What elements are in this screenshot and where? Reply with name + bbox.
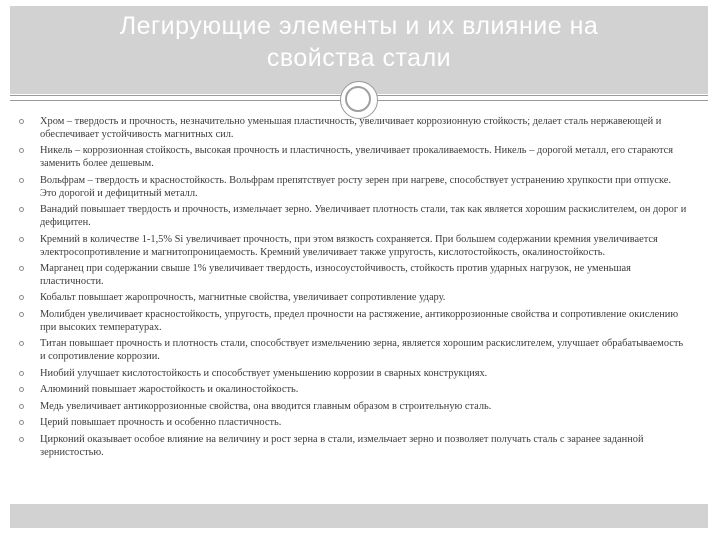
bullet-text: Кремний в количестве 1-1,5% Si увеличивает прочность, при этом вязкость сохраняется. При большем содержании кремния увеличивается электросопротивление и магнитопроницаемость. Кремний увеличивает также упругость, кислотостойкость, окалиностойкость. [40,233,658,258]
circle-bullet-icon [19,295,24,300]
bullet-item [18,368,690,381]
bullet-text: Алюминий повышает жаростойкость и окалиностойкость. [40,384,299,396]
bullet-text: Марганец при содержании свыше 1% увеличивает твердость, износоустойчивость, стойкость против ударных нагрузок, не уменьшая пластичности. [40,263,631,287]
circle-bullet-icon [19,387,24,392]
bullet-text: Молибден увеличивает красностойкость, упругость, предел прочности на растяжение, антикоррозионные свойства и сопротивление окислению при высоких температурах. [40,308,679,333]
bullet-item [18,309,690,335]
circle-bullet-icon [19,266,24,271]
circle-bullet-icon [19,237,24,242]
bullet-item [18,145,690,171]
bullet-item [18,263,690,289]
slide-title [10,10,708,74]
circle-bullet-icon [19,148,24,153]
bullet-item [18,204,690,230]
circle-bullet-icon [19,437,24,442]
bullet-text: Никель – коррозионная стойкость, высокая прочность и пластичность, увеличивает прокаливаемость. Никель – дорогой металл, его стараются заменить более дешевым. [40,145,674,170]
circle-bullet-icon [19,371,24,376]
circle-bullet-icon [19,341,24,346]
bullet-item [18,175,690,201]
bullet-text: Ванадий повышает твердость и прочность, измельчает зерно. Увеличивает плотность стали, так как является хорошим раскислителем, он дорог и дефицитен. [40,204,687,229]
bullet-text: Титан повышает прочность и плотность стали, способствует измельчению зерна, является хорошим раскислителем, улучшает обрабатываемость и сопротивление коррозии. [40,338,684,363]
title-line-1: Легирующие элементы и их влияние на [119,12,599,40]
circle-ring-inner-icon [345,86,371,112]
circle-bullet-icon [19,404,24,409]
circle-bullet-icon [19,178,24,183]
bullet-list [18,116,690,463]
bullet-item [18,401,690,414]
bullet-text: Кобальт повышает жаропрочность, магнитные свойства, увеличивает сопротивление удару. [40,292,446,304]
bullet-item [18,338,690,364]
bullet-item [18,434,690,460]
bullet-text: Вольфрам – твердость и красностойкость. Вольфрам препятствует росту зерен при нагреве, способствует устранению хрупкости при отпуске. Это дорогой и дефицитный металл. [40,174,671,199]
circle-bullet-icon [19,312,24,317]
bullet-item [18,234,690,260]
title-line-2: свойства стали [266,44,452,72]
bullet-text: Церий повышает прочность и особенно пластичность. [40,417,282,429]
bullet-text: Цирконий оказывает особое влияние на величину и рост зерна в стали, измельчает зерно и позволяет получать сталь с заранее заданной зернистостью. [40,433,644,458]
bullet-item [18,116,690,142]
circle-bullet-icon [19,420,24,425]
circle-bullet-icon [19,207,24,212]
bullet-text: Хром – твердость и прочность, незначительно уменьшая пластичность, увеличивает коррозионную стойкость; делает сталь нержавеющей и обеспечивает устойчивость магнитных сил. [40,116,662,140]
bullet-text: Ниобий улучшает кислотостойкость и способствует уменьшению коррозии в сварных конструкциях. [40,367,488,379]
bullet-item [18,384,690,397]
bullet-item [18,292,690,305]
bullet-item [18,417,690,430]
circle-bullet-icon [19,119,24,124]
footer-bar [10,504,708,528]
bullet-text: Медь увеличивает антикоррозионные свойства, она вводится главным образом в строительную сталь. [40,400,492,412]
